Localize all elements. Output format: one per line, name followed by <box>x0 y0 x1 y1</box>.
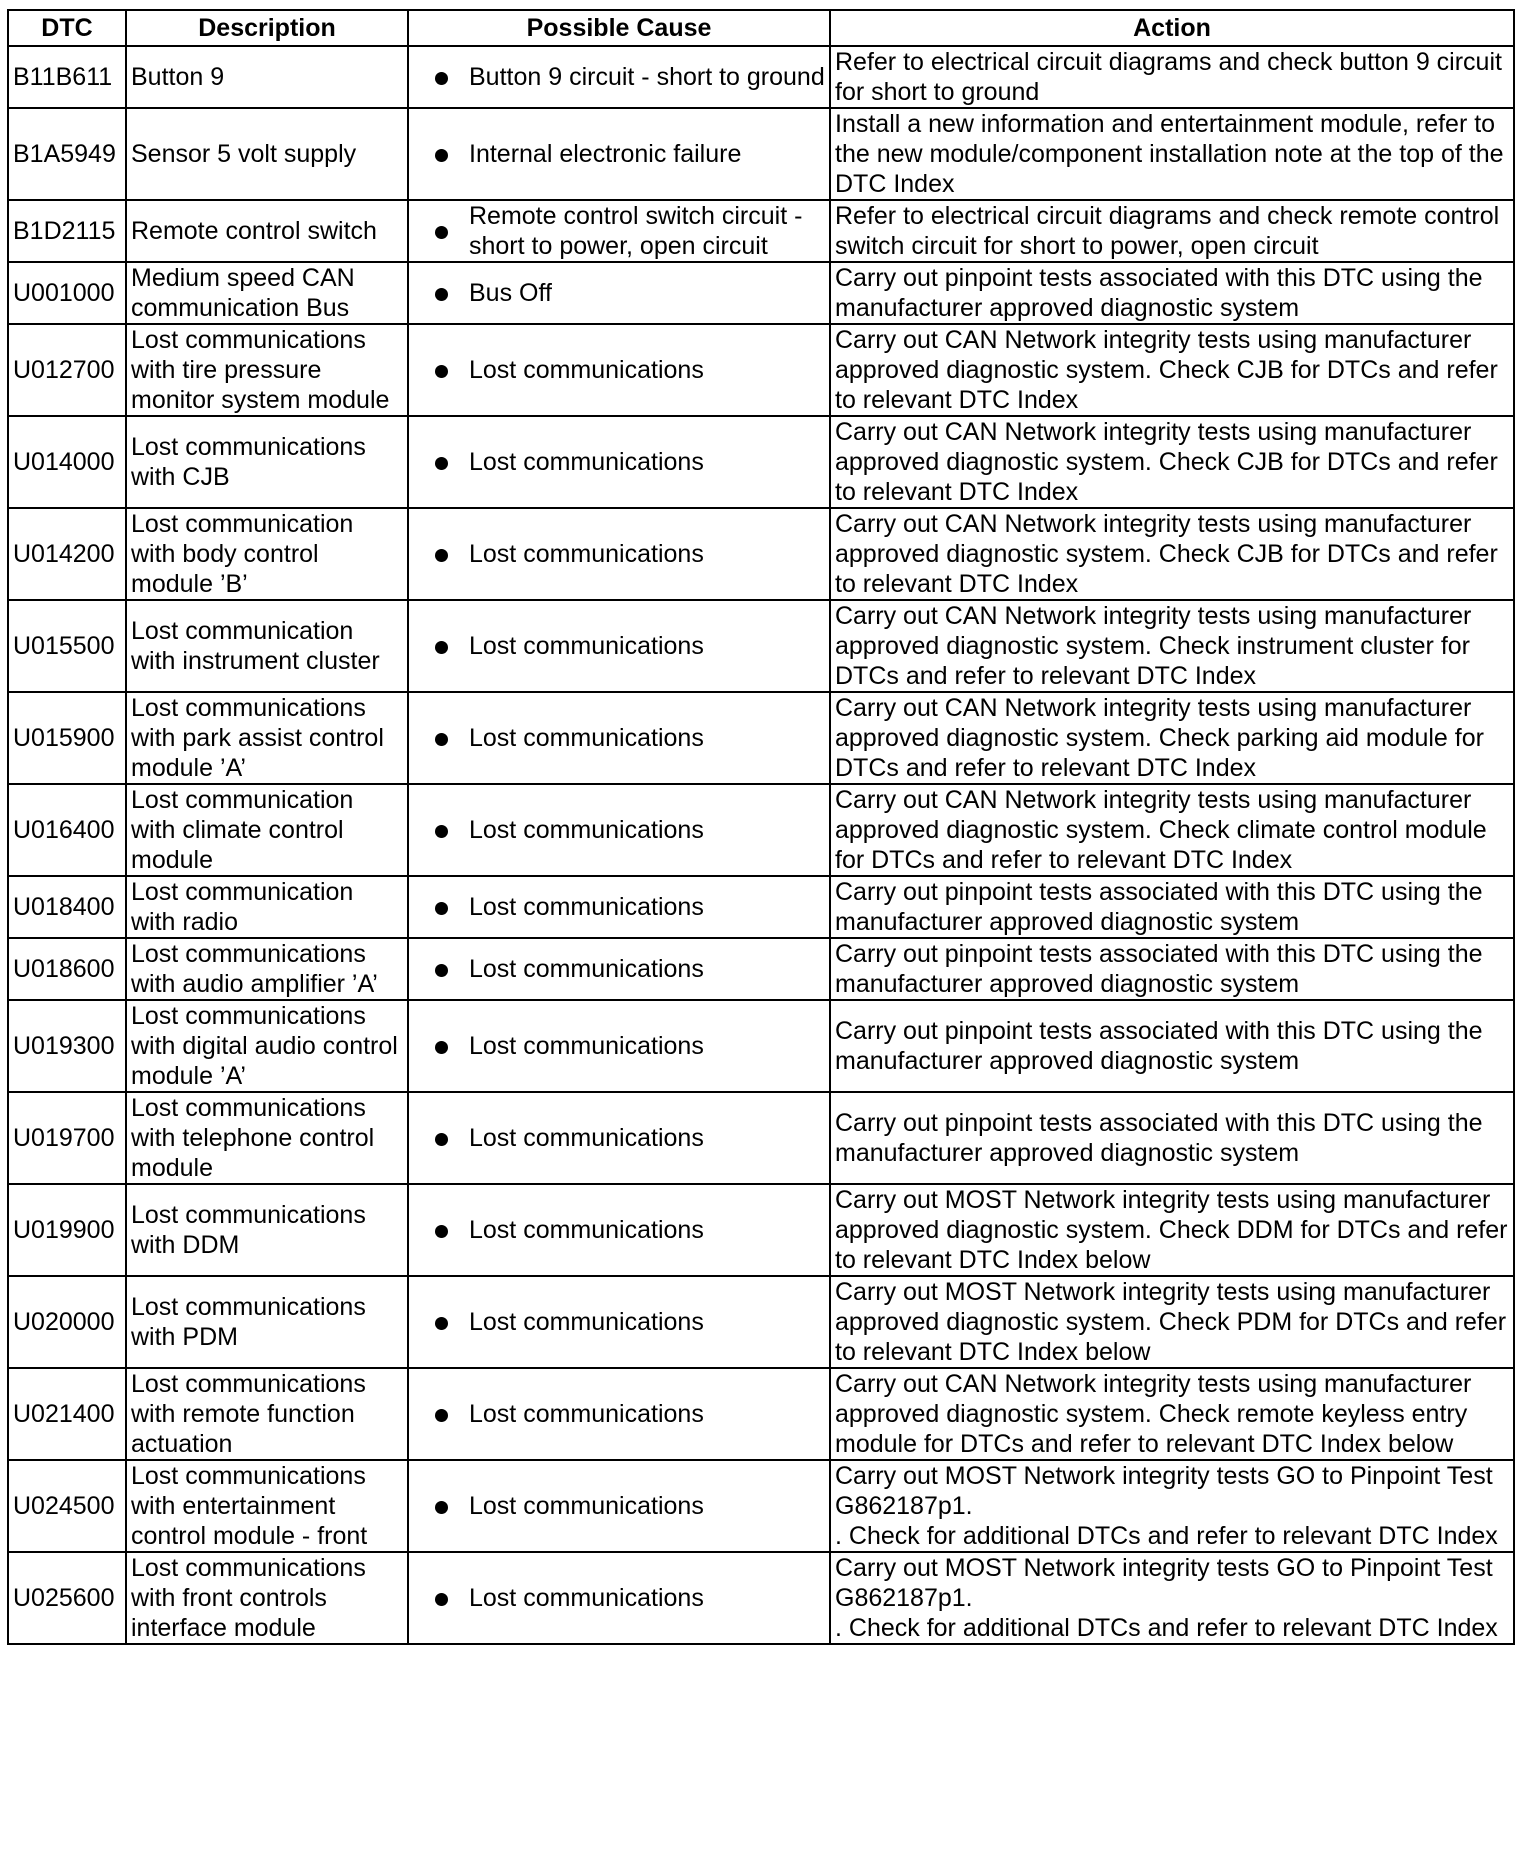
possible-cause <box>408 1460 830 1552</box>
table-row <box>8 1552 1514 1644</box>
dtc-description: Lost communication with body control module ’B’ <box>126 508 408 600</box>
action <box>830 1368 1514 1460</box>
action-line: Carry out CAN Network integrity tests using manufacturer approved diagnostic system. Check CJB for DTCs and refer to relevant DTC Index <box>835 326 1498 414</box>
dtc-description: Lost communications with DDM <box>126 1184 408 1276</box>
possible-cause <box>408 938 830 1000</box>
cause-text: Lost communications <box>469 1216 704 1244</box>
action-line: Carry out CAN Network integrity tests using manufacturer approved diagnostic system. Check CJB for DTCs and refer to relevant DTC Index <box>835 510 1498 598</box>
cause-text: Bus Off <box>469 279 552 307</box>
header-action: Action <box>830 10 1514 46</box>
bullet-icon <box>413 539 469 569</box>
bullet-icon <box>413 1583 469 1613</box>
dtc-description: Lost communication with radio <box>126 876 408 938</box>
dtc-code: U015900 <box>8 692 126 784</box>
table-row <box>8 876 1514 938</box>
table-row <box>8 1460 1514 1552</box>
bullet-icon <box>413 1215 469 1245</box>
action <box>830 416 1514 508</box>
cause-bullet-item <box>413 201 825 261</box>
dtc-description: Remote control switch <box>126 200 408 262</box>
possible-cause <box>408 46 830 108</box>
cause-bullet-item <box>413 1031 825 1061</box>
table-row <box>8 200 1514 262</box>
bullet-icon <box>413 1031 469 1061</box>
table-row <box>8 784 1514 876</box>
header-row <box>8 10 1514 46</box>
dtc-description: Button 9 <box>126 46 408 108</box>
bullet-icon <box>413 1123 469 1153</box>
cause-bullet-item <box>413 355 825 385</box>
table-row <box>8 1368 1514 1460</box>
dtc-description: Lost communications with remote function actuation <box>126 1368 408 1460</box>
dtc-description: Medium speed CAN communication Bus <box>126 262 408 324</box>
cause-bullet-item <box>413 447 825 477</box>
cause-text: Lost communications <box>469 540 704 568</box>
cause-bullet-item <box>413 815 825 845</box>
possible-cause <box>408 1552 830 1644</box>
bullet-icon <box>413 139 469 169</box>
possible-cause <box>408 692 830 784</box>
dtc-description: Lost communications with park assist control module ’A’ <box>126 692 408 784</box>
dtc-code: B1D2115 <box>8 200 126 262</box>
bullet-icon <box>413 1399 469 1429</box>
table-row <box>8 508 1514 600</box>
cause-text: Button 9 circuit - short to ground <box>469 63 825 91</box>
action-line: Install a new information and entertainment module, refer to the new module/component installation note at the top of the DTC Index <box>835 110 1504 198</box>
action <box>830 600 1514 692</box>
possible-cause <box>408 416 830 508</box>
table-row <box>8 262 1514 324</box>
action-line: Carry out CAN Network integrity tests using manufacturer approved diagnostic system. Check CJB for DTCs and refer to relevant DTC Index <box>835 418 1498 506</box>
action <box>830 108 1514 200</box>
bullet-icon <box>413 954 469 984</box>
action <box>830 876 1514 938</box>
dtc-code: U014200 <box>8 508 126 600</box>
cause-text: Lost communications <box>469 1584 704 1612</box>
dtc-code: U018400 <box>8 876 126 938</box>
table-header <box>8 10 1514 46</box>
cause-text: Lost communications <box>469 1032 704 1060</box>
dtc-description: Lost communications with digital audio control module ’A’ <box>126 1000 408 1092</box>
possible-cause <box>408 600 830 692</box>
action <box>830 1000 1514 1092</box>
action-line: Carry out pinpoint tests associated with this DTC using the manufacturer approved diagnostic system <box>835 1109 1483 1167</box>
dtc-code: U025600 <box>8 1552 126 1644</box>
bullet-icon <box>413 723 469 753</box>
header-description: Description <box>126 10 408 46</box>
cause-bullet-item <box>413 1583 825 1613</box>
dtc-code: U014000 <box>8 416 126 508</box>
cause-text: Lost communications <box>469 1400 704 1428</box>
action <box>830 1460 1514 1552</box>
action-line: Carry out CAN Network integrity tests using manufacturer approved diagnostic system. Check remote keyless entry module for DTCs and refer to relevant DTC Index below <box>835 1370 1472 1458</box>
table-row <box>8 416 1514 508</box>
possible-cause <box>408 876 830 938</box>
possible-cause <box>408 784 830 876</box>
cause-text: Lost communications <box>469 356 704 384</box>
dtc-code: U018600 <box>8 938 126 1000</box>
action <box>830 46 1514 108</box>
bullet-icon <box>413 1491 469 1521</box>
bullet-icon <box>413 62 469 92</box>
cause-bullet-item <box>413 1123 825 1153</box>
dtc-code: U019900 <box>8 1184 126 1276</box>
action-line: Carry out MOST Network integrity tests GO to Pinpoint Test G862187p1. <box>835 1462 1493 1520</box>
action-line: Carry out MOST Network integrity tests using manufacturer approved diagnostic system. Check PDM for DTCs and refer to relevant DTC Index below <box>835 1278 1507 1366</box>
bullet-icon <box>413 447 469 477</box>
action-line: . Check for additional DTCs and refer to relevant DTC Index <box>835 1614 1498 1642</box>
table-row <box>8 600 1514 692</box>
dtc-code: U020000 <box>8 1276 126 1368</box>
dtc-code: U021400 <box>8 1368 126 1460</box>
table-body <box>8 46 1514 1644</box>
bullet-icon <box>413 892 469 922</box>
dtc-code: U019300 <box>8 1000 126 1092</box>
cause-bullet-item <box>413 1491 825 1521</box>
action-line: Carry out MOST Network integrity tests using manufacturer approved diagnostic system. Check DDM for DTCs and refer to relevant DTC Index below <box>835 1186 1508 1274</box>
cause-bullet-item <box>413 139 825 169</box>
dtc-description: Lost communication with climate control module <box>126 784 408 876</box>
action-line: Carry out pinpoint tests associated with this DTC using the manufacturer approved diagnostic system <box>835 878 1483 936</box>
cause-text: Internal electronic failure <box>469 140 742 168</box>
cause-text: Remote control switch circuit - short to power, open circuit <box>469 202 803 260</box>
bullet-icon <box>413 216 469 246</box>
cause-text: Lost communications <box>469 893 704 921</box>
bullet-icon <box>413 1307 469 1337</box>
action <box>830 938 1514 1000</box>
possible-cause <box>408 200 830 262</box>
header-possible-cause: Possible Cause <box>408 10 830 46</box>
possible-cause <box>408 1000 830 1092</box>
possible-cause <box>408 1368 830 1460</box>
header-dtc: DTC <box>8 10 126 46</box>
bullet-icon <box>413 355 469 385</box>
cause-text: Lost communications <box>469 955 704 983</box>
cause-bullet-item <box>413 631 825 661</box>
bullet-icon <box>413 631 469 661</box>
action <box>830 692 1514 784</box>
action <box>830 200 1514 262</box>
cause-text: Lost communications <box>469 1492 704 1520</box>
table-row <box>8 1000 1514 1092</box>
bullet-icon <box>413 815 469 845</box>
cause-text: Lost communications <box>469 724 704 752</box>
cause-bullet-item <box>413 1307 825 1337</box>
cause-bullet-item <box>413 1215 825 1245</box>
action-line: Carry out pinpoint tests associated with this DTC using the manufacturer approved diagnostic system <box>835 264 1483 322</box>
possible-cause <box>408 1092 830 1184</box>
table-row <box>8 1276 1514 1368</box>
action <box>830 1276 1514 1368</box>
action-line: Refer to electrical circuit diagrams and check remote control switch circuit for short to power, open circuit <box>835 202 1500 260</box>
cause-bullet-item <box>413 892 825 922</box>
dtc-code: U015500 <box>8 600 126 692</box>
possible-cause <box>408 324 830 416</box>
action <box>830 508 1514 600</box>
dtc-description: Sensor 5 volt supply <box>126 108 408 200</box>
action <box>830 1092 1514 1184</box>
dtc-description: Lost communications with front controls interface module <box>126 1552 408 1644</box>
dtc-description: Lost communication with instrument cluster <box>126 600 408 692</box>
action-line: Carry out CAN Network integrity tests using manufacturer approved diagnostic system. Check parking aid module for DTCs and refer to relevant DTC Index <box>835 694 1484 782</box>
cause-bullet-item <box>413 954 825 984</box>
dtc-code: U016400 <box>8 784 126 876</box>
action <box>830 1184 1514 1276</box>
dtc-code: B11B611 <box>8 46 126 108</box>
possible-cause <box>408 508 830 600</box>
cause-bullet-item <box>413 1399 825 1429</box>
table-row <box>8 1092 1514 1184</box>
cause-bullet-item <box>413 62 825 92</box>
action-line: . Check for additional DTCs and refer to relevant DTC Index <box>835 1522 1498 1550</box>
action <box>830 1552 1514 1644</box>
dtc-code: U019700 <box>8 1092 126 1184</box>
table-row <box>8 46 1514 108</box>
dtc-description: Lost communications with audio amplifier ’A’ <box>126 938 408 1000</box>
bullet-icon <box>413 278 469 308</box>
action-line: Carry out CAN Network integrity tests using manufacturer approved diagnostic system. Check instrument cluster for DTCs and refer to relevant DTC Index <box>835 602 1472 690</box>
dtc-code: U024500 <box>8 1460 126 1552</box>
action-line: Carry out CAN Network integrity tests using manufacturer approved diagnostic system. Check climate control module for DTCs and refer to relevant DTC Index <box>835 786 1487 874</box>
table-row <box>8 938 1514 1000</box>
action <box>830 324 1514 416</box>
action <box>830 262 1514 324</box>
dtc-description: Lost communications with telephone control module <box>126 1092 408 1184</box>
possible-cause <box>408 108 830 200</box>
action <box>830 784 1514 876</box>
possible-cause <box>408 262 830 324</box>
dtc-description: Lost communications with entertainment control module - front <box>126 1460 408 1552</box>
action-line: Carry out pinpoint tests associated with this DTC using the manufacturer approved diagnostic system <box>835 1017 1483 1075</box>
cause-text: Lost communications <box>469 816 704 844</box>
cause-bullet-item <box>413 539 825 569</box>
cause-text: Lost communications <box>469 1124 704 1152</box>
dtc-code: B1A5949 <box>8 108 126 200</box>
dtc-code: U001000 <box>8 262 126 324</box>
action-line: Carry out MOST Network integrity tests GO to Pinpoint Test G862187p1. <box>835 1554 1493 1612</box>
action-line: Carry out pinpoint tests associated with this DTC using the manufacturer approved diagnostic system <box>835 940 1483 998</box>
action-line: Refer to electrical circuit diagrams and check button 9 circuit for short to ground <box>835 48 1502 106</box>
possible-cause <box>408 1276 830 1368</box>
cause-text: Lost communications <box>469 448 704 476</box>
table-row <box>8 1184 1514 1276</box>
dtc-table <box>7 9 1515 1645</box>
cause-bullet-item <box>413 278 825 308</box>
table-row <box>8 324 1514 416</box>
cause-text: Lost communications <box>469 632 704 660</box>
table-row <box>8 692 1514 784</box>
cause-bullet-item <box>413 723 825 753</box>
cause-text: Lost communications <box>469 1308 704 1336</box>
dtc-description: Lost communications with tire pressure monitor system module <box>126 324 408 416</box>
dtc-description: Lost communications with CJB <box>126 416 408 508</box>
possible-cause <box>408 1184 830 1276</box>
table-row <box>8 108 1514 200</box>
dtc-code: U012700 <box>8 324 126 416</box>
dtc-description: Lost communications with PDM <box>126 1276 408 1368</box>
